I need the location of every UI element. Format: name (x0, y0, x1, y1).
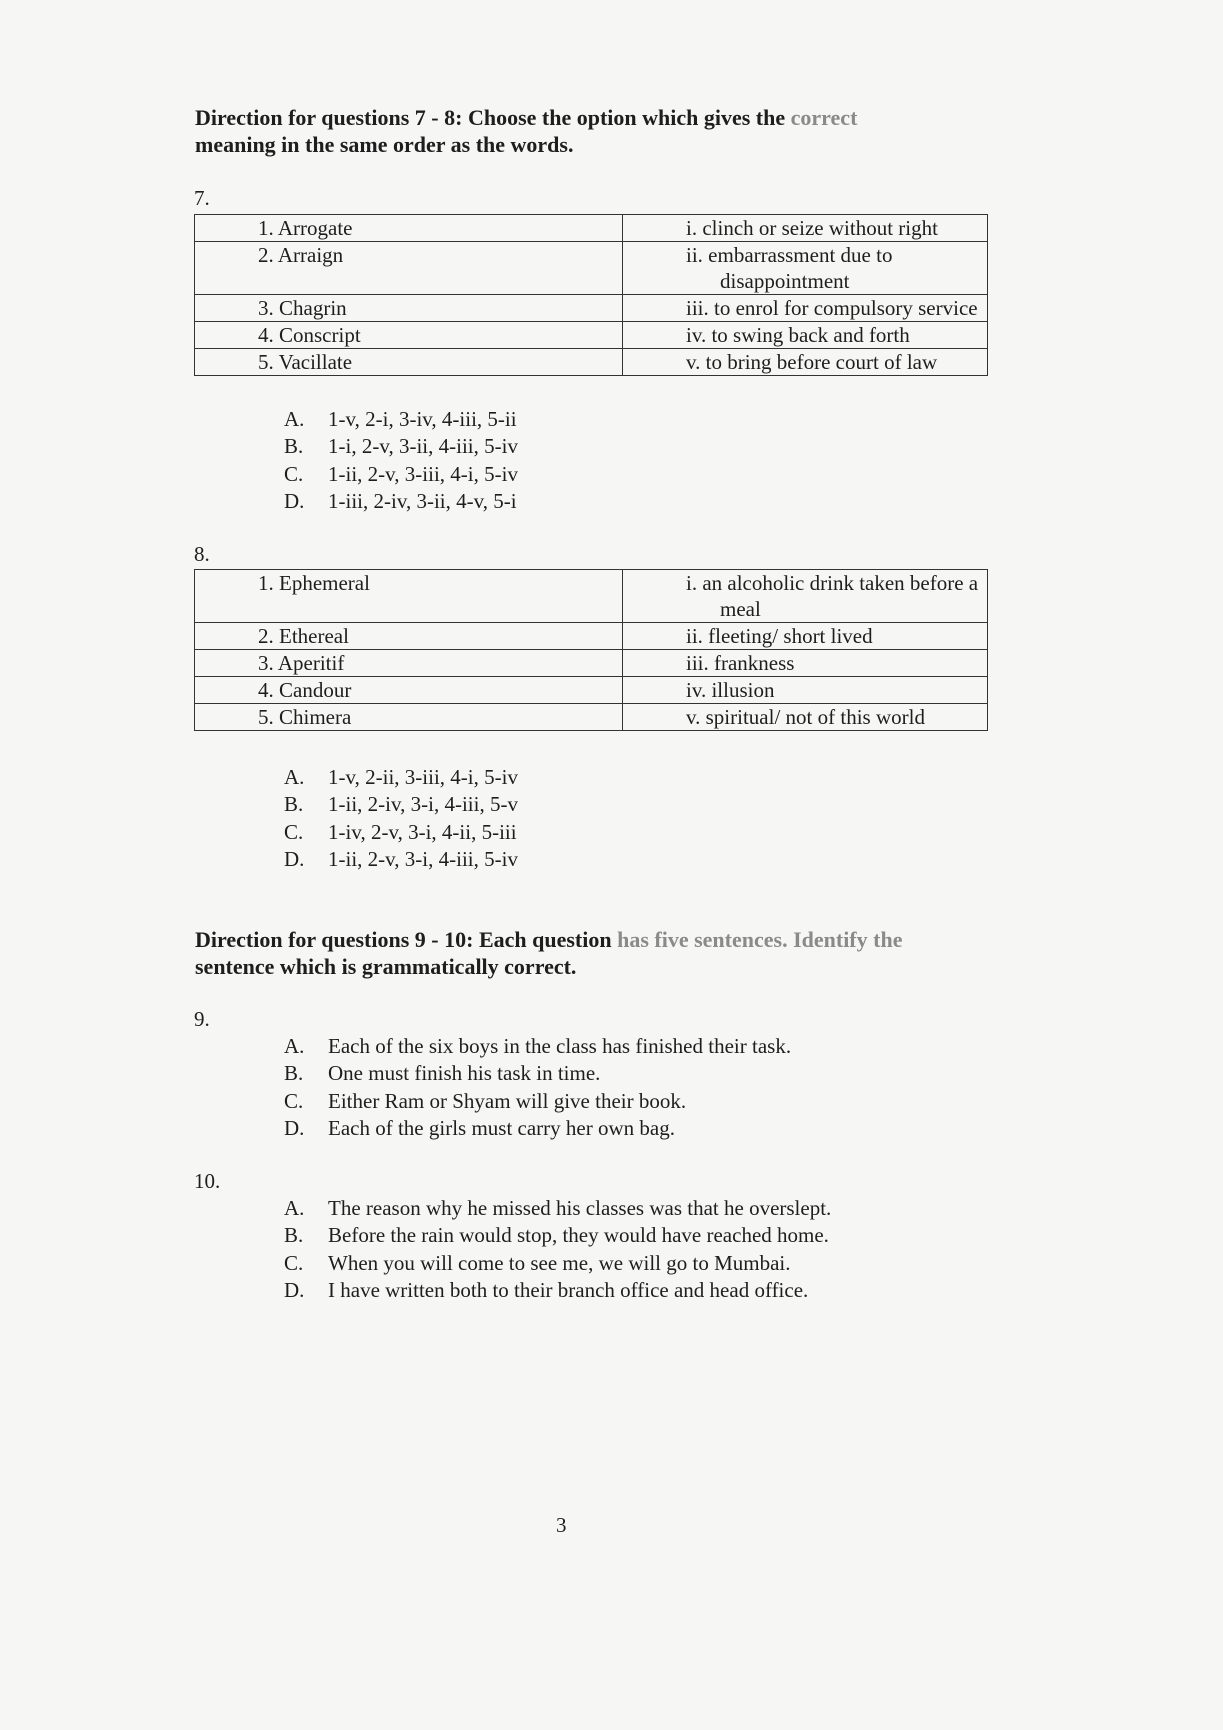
page-number: 3 (556, 1513, 567, 1537)
meaning-cell: iv. illusion (623, 677, 988, 704)
table-row (195, 215, 988, 242)
option-c[interactable]: C. Either Ram or Shyam will give their book. (284, 1088, 687, 1113)
word-cell: 2. Arraign (195, 242, 623, 295)
word-cell: 3. Chagrin (195, 295, 623, 322)
word-cell: 5. Vacillate (195, 349, 623, 376)
direction-text-faded: correct (790, 105, 858, 130)
direction-text: Direction for questions 9 - 10: Each question (195, 927, 612, 952)
meaning-cell: iv. to swing back and forth (623, 322, 988, 349)
table-row (195, 650, 988, 677)
direction-q9-10 (195, 926, 980, 980)
table-row (195, 677, 988, 704)
word-cell: 1. Ephemeral (195, 570, 623, 623)
direction-q7-8 (195, 104, 980, 158)
direction-text-faded: has five sentences. Identify the (617, 927, 903, 952)
meaning-cell: ii. embarrassment due to disappointment (623, 242, 988, 295)
options-q7 (284, 406, 518, 515)
table-row (195, 322, 988, 349)
meaning-cell: v. to bring before court of law (623, 349, 988, 376)
meaning-cell: iii. frankness (623, 650, 988, 677)
match-table-q8 (194, 569, 988, 731)
options-q9 (284, 1033, 791, 1142)
option-d[interactable]: D. Each of the girls must carry her own bag. (284, 1115, 675, 1140)
word-cell: 4. Candour (195, 677, 623, 704)
meaning-cell: i. clinch or seize without right (623, 215, 988, 242)
meaning-cell: ii. fleeting/ short lived (623, 623, 988, 650)
meaning-cell: i. an alcoholic drink taken before a meal (623, 570, 988, 623)
options-q10 (284, 1195, 831, 1304)
option-a[interactable]: A. 1-v, 2-ii, 3-iii, 4-i, 5-iv (284, 765, 518, 789)
option-a[interactable]: A. 1-v, 2-i, 3-iv, 4-iii, 5-ii (284, 407, 517, 431)
meaning-cell: iii. to enrol for compulsory service (623, 295, 988, 322)
option-b[interactable]: B. Before the rain would stop, they would have reached home. (284, 1223, 829, 1248)
match-table-q7 (194, 214, 988, 376)
direction-text: Direction for questions 7 - 8: Choose the option which gives the (195, 105, 786, 130)
table-row (195, 242, 988, 295)
option-b[interactable]: B. One must finish his task in time. (284, 1061, 601, 1086)
word-cell: 4. Conscript (195, 322, 623, 349)
question-number: 9. (194, 1007, 210, 1031)
question-number: 10. (194, 1169, 221, 1193)
option-d[interactable]: D. 1-ii, 2-v, 3-i, 4-iii, 5-iv (284, 846, 518, 871)
word-cell: 1. Arrogate (195, 215, 623, 242)
option-d[interactable]: D. I have written both to their branch office and head office. (284, 1277, 809, 1302)
question-number: 8. (194, 542, 210, 566)
option-a[interactable]: A. Each of the six boys in the class has finished their task. (284, 1034, 792, 1058)
direction-text-line2: meaning in the same order as the words. (195, 132, 574, 157)
option-c[interactable]: C. When you will come to see me, we will go to Mumbai. (284, 1250, 791, 1275)
option-c[interactable]: C. 1-iv, 2-v, 3-i, 4-ii, 5-iii (284, 819, 517, 844)
option-b[interactable]: B. 1-i, 2-v, 3-ii, 4-iii, 5-iv (284, 434, 518, 459)
question-number: 7. (194, 186, 210, 210)
table-row (195, 295, 988, 322)
option-a[interactable]: A. The reason why he missed his classes was that he overslept. (284, 1196, 832, 1220)
table-row (195, 623, 988, 650)
options-q8 (284, 764, 518, 873)
direction-text-line2: sentence which is grammatically correct. (195, 954, 577, 979)
option-b[interactable]: B. 1-ii, 2-iv, 3-i, 4-iii, 5-v (284, 792, 518, 817)
word-cell: 2. Ethereal (195, 623, 623, 650)
word-cell: 3. Aperitif (195, 650, 623, 677)
word-cell: 5. Chimera (195, 704, 623, 731)
meaning-cell: v. spiritual/ not of this world (623, 704, 988, 731)
table-row (195, 704, 988, 731)
option-c[interactable]: C. 1-ii, 2-v, 3-iii, 4-i, 5-iv (284, 461, 518, 486)
table-row (195, 570, 988, 623)
option-d[interactable]: D. 1-iii, 2-iv, 3-ii, 4-v, 5-i (284, 488, 517, 513)
table-row (195, 349, 988, 376)
